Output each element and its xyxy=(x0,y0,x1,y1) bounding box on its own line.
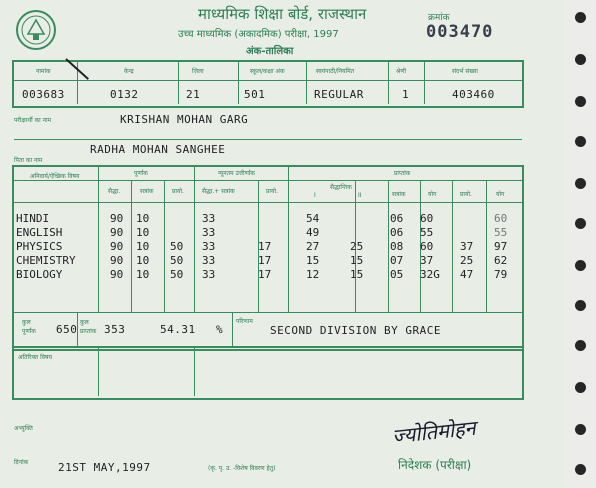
max-practical: 50 xyxy=(170,240,184,253)
feed-hole xyxy=(575,424,586,435)
min-theory-sessional: 33 xyxy=(202,254,216,267)
max-theory: 90 xyxy=(110,226,124,239)
practical-header: प्रायो. xyxy=(172,188,184,195)
obtained-total: 353 xyxy=(104,323,126,336)
father-label: पिता का नाम xyxy=(14,157,43,164)
max-practical: 50 xyxy=(170,254,184,267)
subject-row-biology xyxy=(0,268,566,282)
obtained-header: प्राप्तांक xyxy=(394,170,411,177)
sessional-obtained: 06 xyxy=(390,212,404,225)
feed-hole xyxy=(575,54,586,65)
sessional-obtained: 05 xyxy=(390,268,404,281)
feed-hole xyxy=(575,340,586,351)
result-label: परिणाम xyxy=(236,318,253,325)
min-marks-header: न्यूनतम उत्तीर्णांक xyxy=(218,170,255,177)
father-name: RADHA MOHAN SANGHEE xyxy=(90,143,226,156)
issue-date: 21ST MAY,1997 xyxy=(58,461,151,474)
theory-paper-two: 15 xyxy=(350,268,364,281)
practical-obtained: 25 xyxy=(460,254,474,267)
percentage: 54.31 xyxy=(160,323,196,336)
feed-hole xyxy=(575,96,586,107)
grand-total-header: योग xyxy=(496,191,505,198)
reference-no: 403460 xyxy=(452,88,495,101)
feed-hole xyxy=(575,178,586,189)
class-value: 1 xyxy=(402,88,410,101)
result: SECOND DIVISION BY GRACE xyxy=(270,324,441,337)
theory-header: सैद्धा. xyxy=(108,188,121,195)
max-total: 650 xyxy=(56,323,78,336)
board-name: माध्यमिक शिक्षा बोर्ड, राजस्थान xyxy=(198,5,367,23)
district-label: ज़िला xyxy=(192,68,204,75)
theory-paper-one: 27 xyxy=(306,240,320,253)
board-emblem-icon xyxy=(14,8,58,54)
max-theory: 90 xyxy=(110,268,124,281)
remarks-label: अभ्युक्ति xyxy=(14,425,33,432)
candidate-type: REGULAR xyxy=(314,88,364,101)
subject-name: CHEMISTRY xyxy=(16,254,76,267)
serial-number: 003470 xyxy=(426,22,494,42)
max-sessional: 10 xyxy=(136,212,150,225)
signatory-title: निदेशक (परीक्षा) xyxy=(398,458,472,472)
subject-row-physics xyxy=(0,240,566,254)
roll-no-label: नामांक xyxy=(36,68,51,75)
min-theory-sessional: 33 xyxy=(202,268,216,281)
subject-row-chemistry xyxy=(0,254,566,268)
max-sessional: 10 xyxy=(136,240,150,253)
theory-total: 37 xyxy=(420,254,434,267)
centre-code: 0132 xyxy=(110,88,139,101)
sessional-obtained: 06 xyxy=(390,226,404,239)
feed-hole xyxy=(575,464,586,475)
min-practical: 17 xyxy=(258,254,272,267)
max-marks-header: पूर्णांक xyxy=(134,170,148,177)
max-theory: 90 xyxy=(110,254,124,267)
min-theory-sessional: 33 xyxy=(202,212,216,225)
subject-row-english xyxy=(0,226,566,240)
feed-hole xyxy=(575,12,586,23)
theory-total-header: योग xyxy=(428,191,437,198)
max-sessional: 10 xyxy=(136,254,150,267)
theory-total: 60 xyxy=(420,240,434,253)
tractor-feed-strip xyxy=(566,0,596,488)
school-label: स्कूल/कक्षा अंक xyxy=(250,68,285,75)
min-practical: 17 xyxy=(258,268,272,281)
obtained-total-label-2: प्राप्तांक xyxy=(80,328,97,335)
max-theory: 90 xyxy=(110,240,124,253)
document-type: अंक-तालिका xyxy=(246,46,294,57)
grand-total: 79 xyxy=(494,268,508,281)
feed-hole xyxy=(575,218,586,229)
theory-paper-two: 25 xyxy=(350,240,364,253)
subject-header: अनिवार्य/ऐच्छिक विषय xyxy=(30,173,80,180)
feed-hole xyxy=(575,260,586,271)
centre-label: केन्द्र xyxy=(124,68,134,75)
subject-name: BIOLOGY xyxy=(16,268,63,281)
paper-one-header: I xyxy=(314,192,316,199)
obtained-total-label-1: कुल xyxy=(80,319,89,326)
class-label: श्रेणी xyxy=(396,68,407,75)
subject-name: PHYSICS xyxy=(16,240,63,253)
candidate-type-label: स्वयंपाठी/नियमित xyxy=(316,68,355,75)
max-sessional: 10 xyxy=(136,226,150,239)
min-practical-header: प्रायो. xyxy=(266,188,278,195)
grand-total: 60 xyxy=(494,212,508,225)
subject-name: HINDI xyxy=(16,212,50,225)
sessional-header: सत्रांक xyxy=(140,188,154,195)
max-theory: 90 xyxy=(110,212,124,225)
roll-no: 003683 xyxy=(22,88,65,101)
percent-sign: % xyxy=(216,323,224,336)
grand-total: 62 xyxy=(494,254,508,267)
reference-label: संदर्भ संख्या xyxy=(452,68,478,75)
serial-label: क्रमांक xyxy=(428,13,450,23)
theory-obtained-header: सैद्धान्तिक xyxy=(330,184,352,191)
district-code: 21 xyxy=(186,88,201,101)
min-theory-sessional: 33 xyxy=(202,226,216,239)
paper-two-header: II xyxy=(358,192,362,199)
name-label: परीक्षार्थी का नाम xyxy=(14,117,52,124)
subject-row-hindi xyxy=(0,212,566,226)
director-signature: ज्योतिमोहन xyxy=(391,415,477,449)
grand-total: 55 xyxy=(494,226,508,239)
theory-total: 32G xyxy=(420,268,440,281)
max-total-label-2: पूर्णांक xyxy=(22,328,36,335)
min-theory-sessional: 33 xyxy=(202,240,216,253)
theory-total: 60 xyxy=(420,212,434,225)
max-practical: 50 xyxy=(170,268,184,281)
subject-name: ENGLISH xyxy=(16,226,63,239)
grand-total: 97 xyxy=(494,240,508,253)
theory-paper-two: 15 xyxy=(350,254,364,267)
sessional-obtained: 08 xyxy=(390,240,404,253)
date-label: दिनांक xyxy=(14,459,29,466)
reverse-note: (कृ. पृ. उ. -विशेष विवरण हेतु) xyxy=(208,465,276,472)
theory-paper-one: 54 xyxy=(306,212,320,225)
exam-title: उच्च माध्यमिक (अकादमिक) परीक्षा, 1997 xyxy=(178,29,339,40)
theory-sessional-header: सैद्धा.+ सत्रांक xyxy=(202,188,235,195)
additional-subject-box xyxy=(12,346,524,400)
practical-obtained: 37 xyxy=(460,240,474,253)
school-code: 501 xyxy=(244,88,266,101)
candidate-name: KRISHAN MOHAN GARG xyxy=(120,113,249,126)
theory-paper-one: 12 xyxy=(306,268,320,281)
theory-paper-one: 49 xyxy=(306,226,320,239)
sessional-obtained: 07 xyxy=(390,254,404,267)
feed-hole xyxy=(575,300,586,311)
practical-obtained-header: प्रायो. xyxy=(460,191,472,198)
theory-paper-one: 15 xyxy=(306,254,320,267)
sessional-obtained-header: सत्रांक xyxy=(392,191,406,198)
feed-hole xyxy=(575,136,586,147)
theory-total: 55 xyxy=(420,226,434,239)
feed-hole xyxy=(575,382,586,393)
additional-subject-label: अतिरिक्त विषय xyxy=(18,354,52,361)
min-practical: 17 xyxy=(258,240,272,253)
max-sessional: 10 xyxy=(136,268,150,281)
practical-obtained: 47 xyxy=(460,268,474,281)
max-total-label-1: कुल xyxy=(22,319,31,326)
